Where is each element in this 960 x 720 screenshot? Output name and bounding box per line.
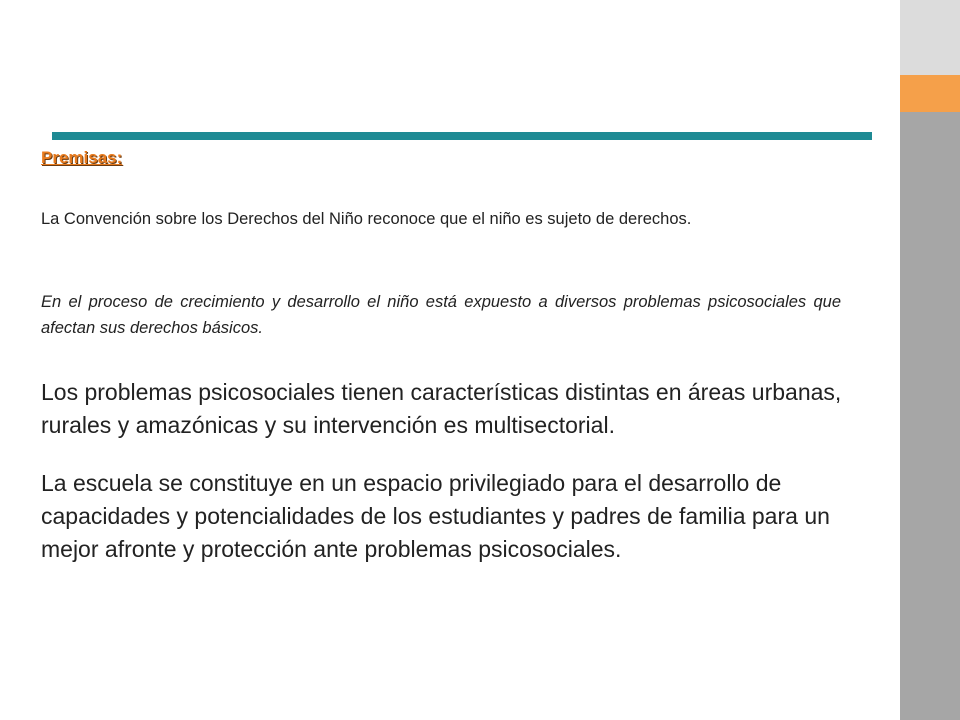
paragraph-school-role: La escuela se constituye en un espacio privilegiado para el desarrollo de capacidades y potencialidades de los estudiantes y padres de familia para un mejor afronte y protección ante problemas psicosociales. <box>41 470 830 562</box>
title-divider <box>52 132 872 140</box>
paragraph-development: En el proceso de crecimiento y desarrollo el niño está expuesto a diversos problemas psicosociales que afectan sus derechos básicos. <box>41 293 841 337</box>
paragraph-psychosocial-problems: Los problemas psicosociales tienen características distintas en áreas urbanas, rurales y amazónicas y su intervención es multisectorial. <box>41 379 842 438</box>
slide-heading: Premisas: <box>41 148 123 167</box>
paragraph-convention: La Convención sobre los Derechos del Niño reconoce que el niño es sujeto de derechos. <box>41 210 692 228</box>
sidebar-top-band <box>900 0 960 75</box>
sidebar-bottom-band <box>900 112 960 720</box>
sidebar-accent-band <box>900 75 960 112</box>
